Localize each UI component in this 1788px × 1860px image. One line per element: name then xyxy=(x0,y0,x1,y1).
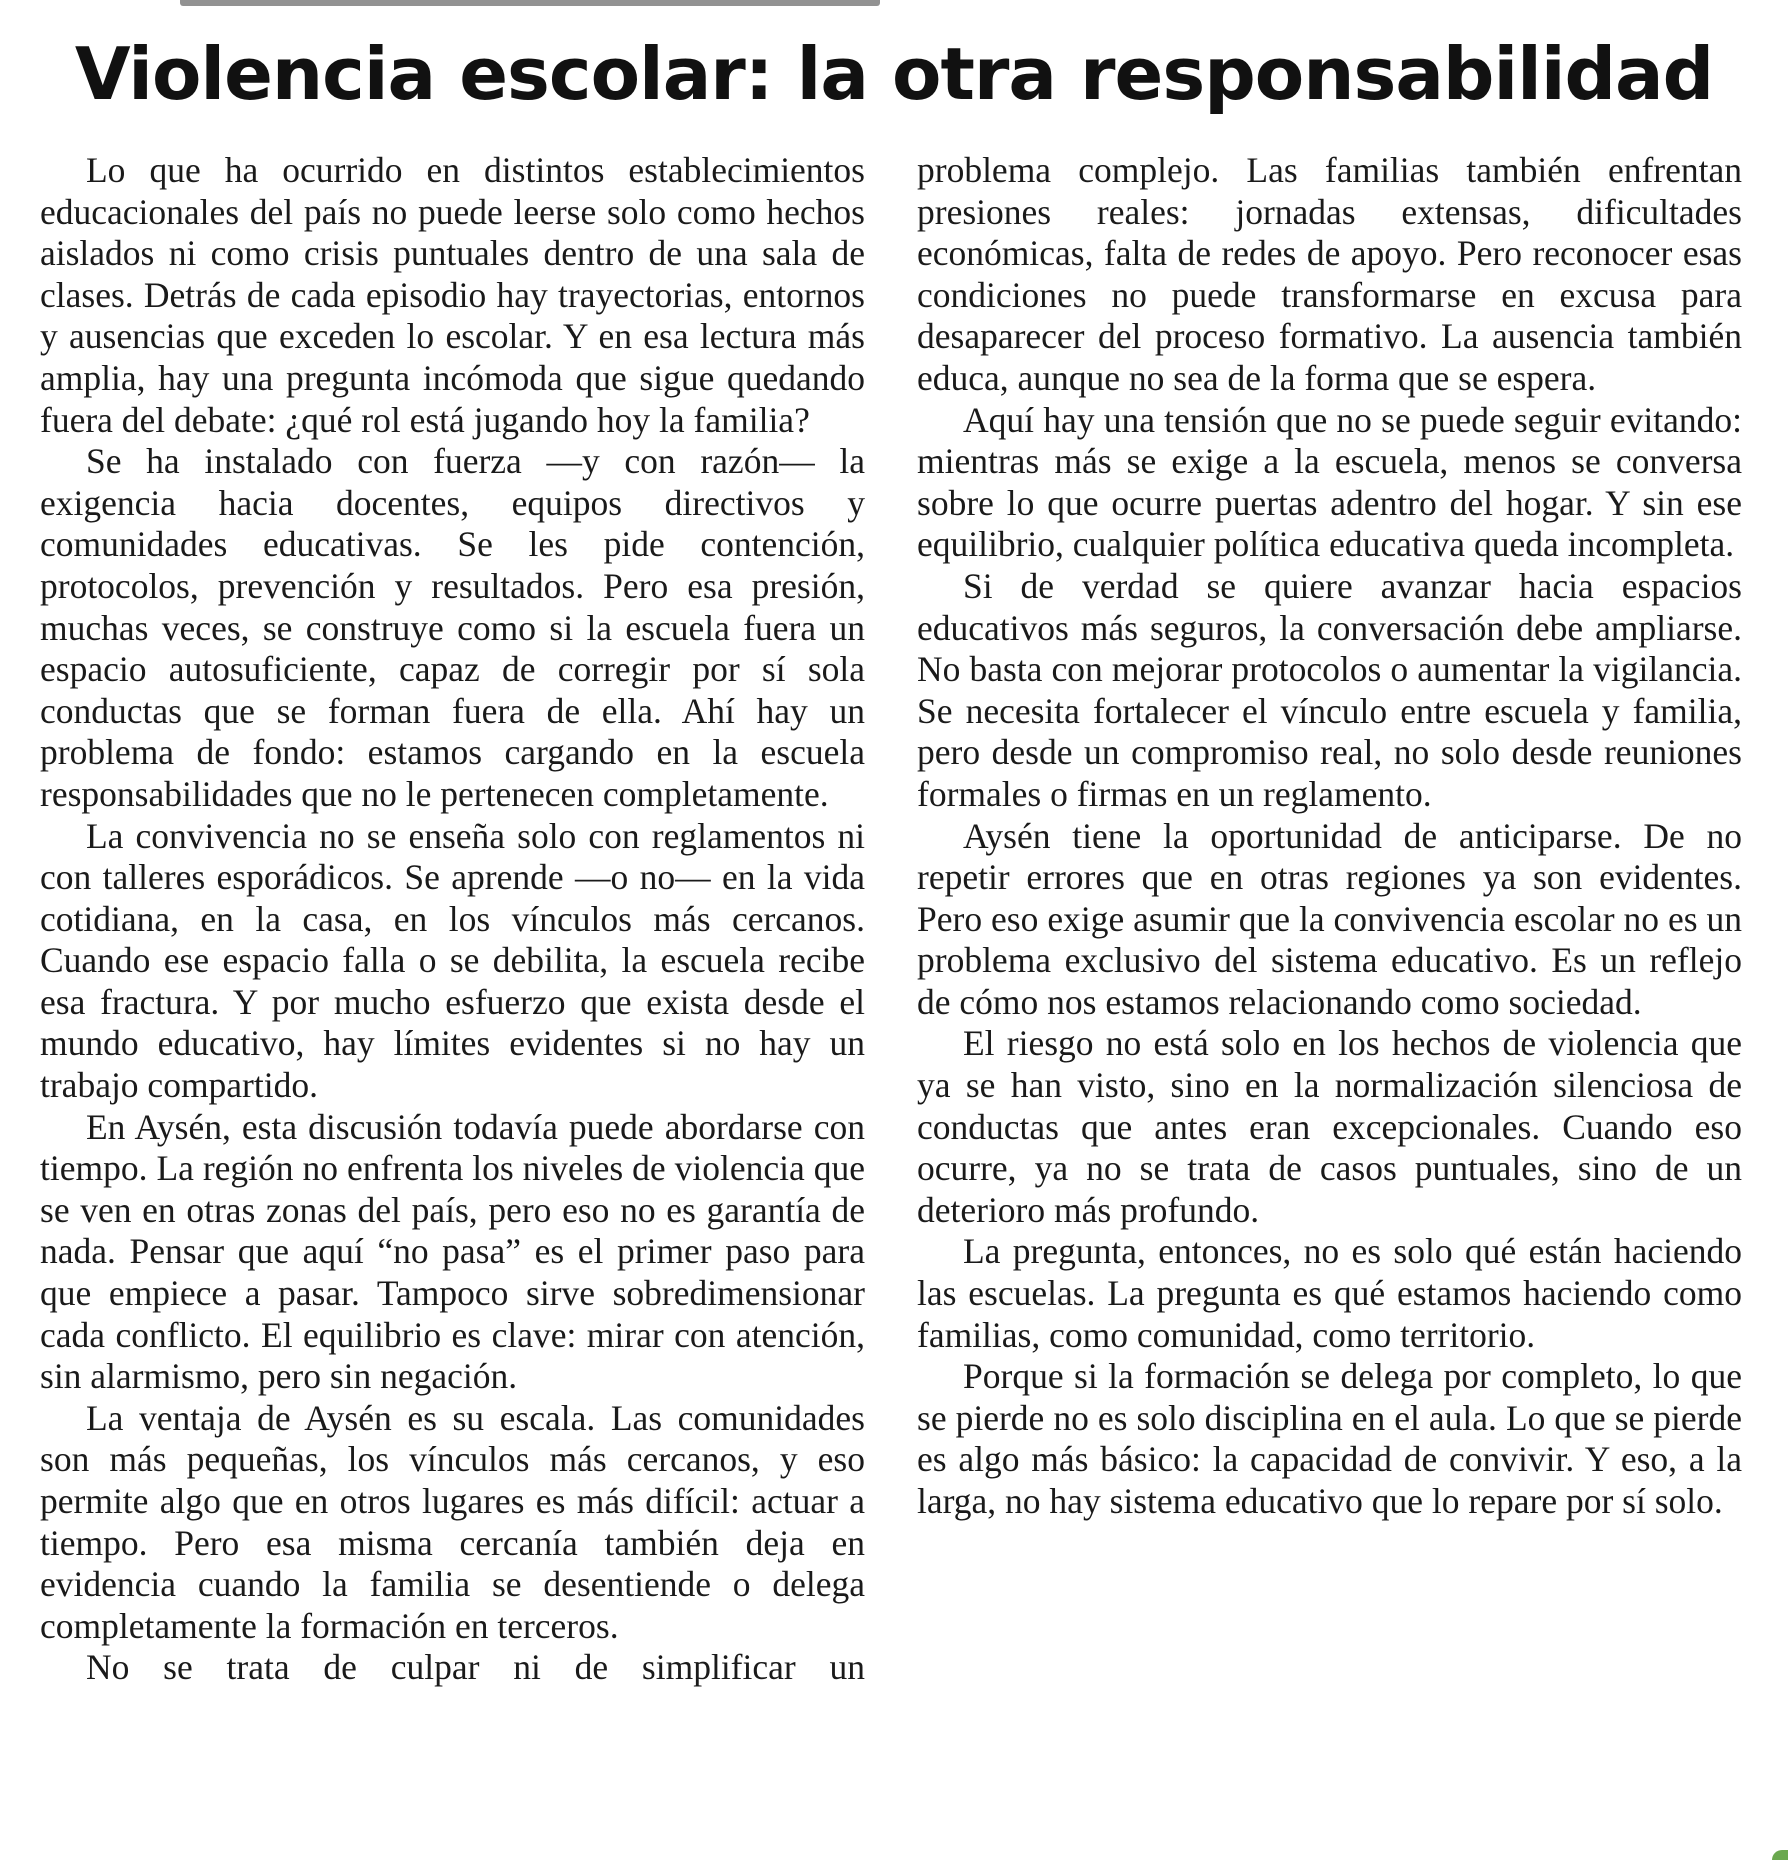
paragraph: Porque si la formación se delega por completo, lo que se pierde no es solo disciplina en el aula. Lo que se pierde es algo más básico: la capacidad de convivir. Y eso, a la larga, no hay sistema educativo que lo repare por sí solo. xyxy=(917,1356,1742,1521)
right-column xyxy=(917,150,1742,1523)
paragraph: La ventaja de Aysén es su escala. Las comunidades son más pequeñas, los vínculos más cercanos, y eso permite algo que en otros lugares es más difícil: actuar a tiempo. Pero esa misma cercanía también deja en evidencia cuando la familia se desentiende o delega completamente la formación en terceros. xyxy=(40,1397,865,1646)
paragraph: No se trata de culpar ni de simplificar un xyxy=(86,1647,865,1688)
paragraph-continued: problema complejo. Las familias también enfrentan presiones reales: jornadas extensas, dificultades económicas, falta de redes de apoyo. Pero reconocer esas condiciones no puede transformarse en excusa para desaparecer del proceso formativo. La ausencia también educa, aunque no sea de la forma que se espera. xyxy=(917,150,1742,398)
paragraph: Lo que ha ocurrido en distintos establecimientos educacionales del país no puede leerse solo como hechos aislados ni como crisis puntuales dentro de una sala de clases. Detrás de cada episodio hay trayectorias, entornos y ausencias que exceden lo escolar. Y en esa lectura más amplia, hay una pregunta incómoda que sigue quedando fuera del debate: ¿qué rol está jugando hoy la familia? xyxy=(40,150,865,440)
article-headline: Violencia escolar: la otra responsabilidad xyxy=(74,32,1714,116)
paragraph: Si de verdad se quiere avanzar hacia espacios educativos más seguros, la conversación debe ampliarse. No basta con mejorar protocolos o aumentar la vigilancia. Se necesita fortalecer el vínculo entre escuela y familia, pero desde un compromiso real, no solo desde reuniones formales o firmas en un reglamento. xyxy=(917,565,1742,814)
paragraph: Se ha instalado con fuerza —y con razón— la exigencia hacia docentes, equipos directivos y comunidades educativas. Se les pide contención, protocolos, prevención y resultados. Pero esa presión, muchas veces, se construye como si la escuela fuera un espacio autosuficiente, capaz de corregir por sí sola conductas que se forman fuera de ella. Ahí hay un problema de fondo: estamos cargando en la escuela responsabilidades que no le pertenecen completamente. xyxy=(40,441,865,814)
paragraph: Aquí hay una tensión que no se puede seguir evitando: mientras más se exige a la escuela, menos se conversa sobre lo que ocurre puertas adentro del hogar. Y sin ese equilibrio, cualquier política educativa queda incompleta. xyxy=(917,399,1742,565)
paragraph: La convivencia no se enseña solo con reglamentos ni con talleres esporádicos. Se aprende —o no— en la vida cotidiana, en la casa, en los vínculos más cercanos. Cuando ese espacio falla o se debilita, la escuela recibe esa fractura. Y por mucho esfuerzo que exista desde el mundo educativo, hay límites evidentes si no hay un trabajo compartido. xyxy=(40,815,865,1106)
top-rule xyxy=(180,0,880,6)
left-column xyxy=(40,150,865,1689)
corner-decoration xyxy=(1772,1850,1788,1860)
paragraph: El riesgo no está solo en los hechos de violencia que ya se han visto, sino en la normalización silenciosa de conductas que antes eran excepcionales. Cuando eso ocurre, ya no se trata de casos puntuales, sino de un deterioro más profundo. xyxy=(917,1023,1742,1230)
paragraph: En Aysén, esta discusión todavía puede abordarse con tiempo. La región no enfrenta los niveles de violencia que se ven en otras zonas del país, pero eso no es garantía de nada. Pensar que aquí “no pasa” es el primer paso para que empiece a pasar. Tampoco sirve sobredimensionar cada conflicto. El equilibrio es clave: mirar con atención, sin alarmismo, pero sin negación. xyxy=(40,1106,865,1397)
paragraph: La pregunta, entonces, no es solo qué están haciendo las escuelas. La pregunta es qué estamos haciendo como familias, como comunidad, como territorio. xyxy=(917,1231,1742,1355)
paragraph: Aysén tiene la oportunidad de anticiparse. De no repetir errores que en otras regiones ya son evidentes. Pero eso exige asumir que la convivencia escolar no es un problema exclusivo del sistema educativo. Es un reflejo de cómo nos estamos relacionando como sociedad. xyxy=(917,815,1742,1022)
